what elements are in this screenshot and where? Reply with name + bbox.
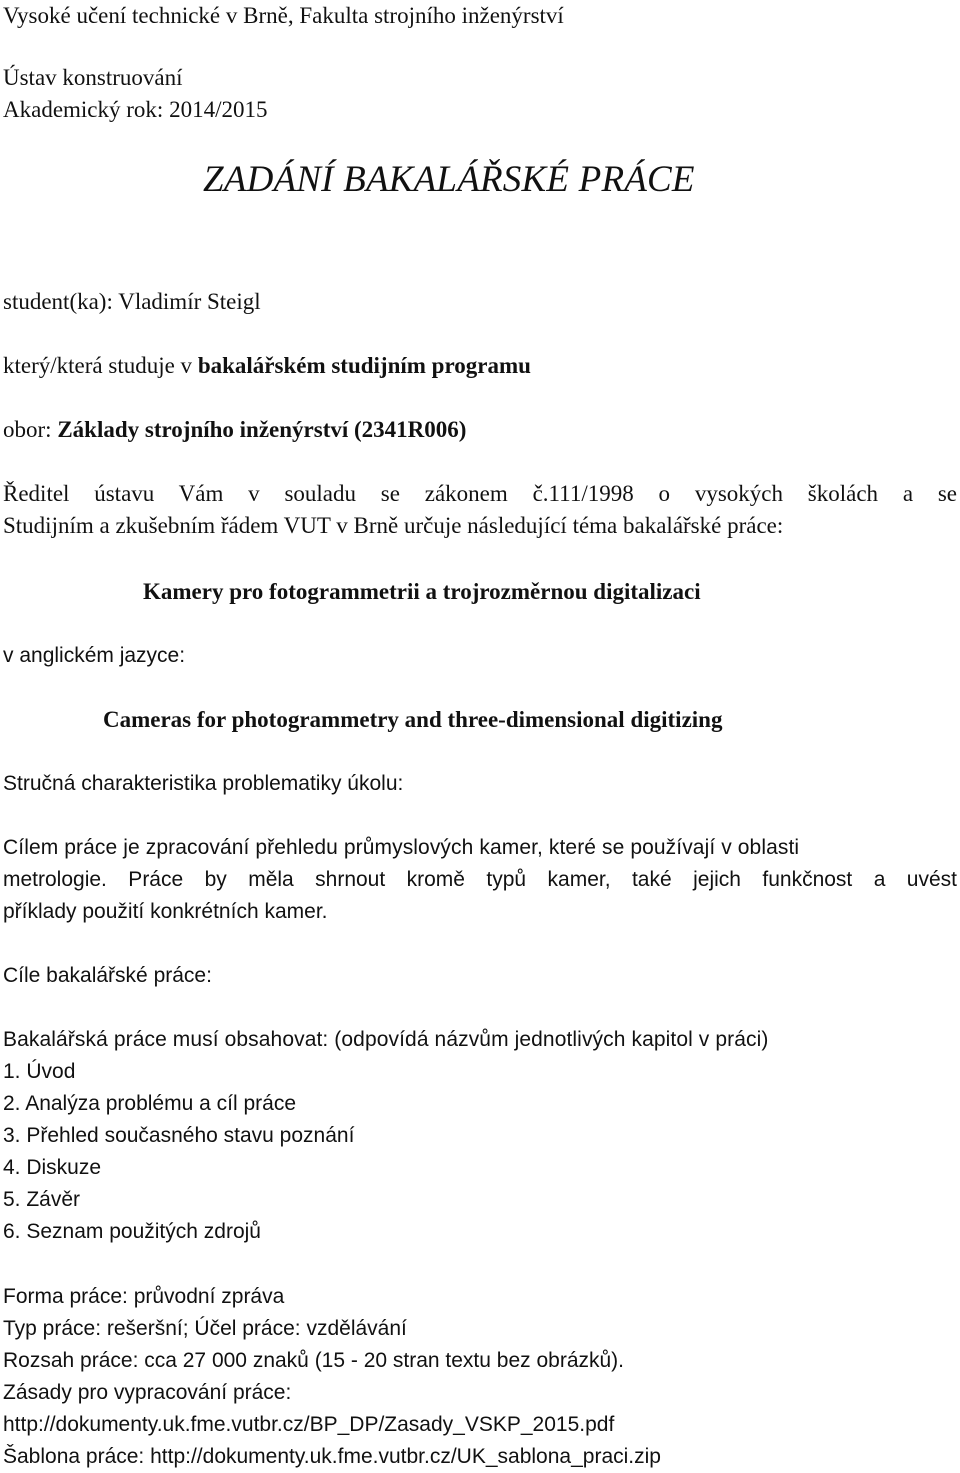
template-line: Šablona práce: http://dokumenty.uk.fme.vutbr.cz/UK_sablona_praci.zip: [3, 1445, 661, 1468]
student-label: student(ka):: [3, 289, 113, 314]
type-line: Typ práce: rešeršní; Účel práce: vzdělávání: [3, 1317, 407, 1340]
rules-url: http://dokumenty.uk.fme.vutbr.cz/BP_DP/Zasady_VSKP_2015.pdf: [3, 1413, 615, 1436]
director-statement-line-1: Ředitel ústavu Vám v souladu se zákonem č.111/1998 o vysokých školách a se: [3, 481, 957, 506]
form-line: Forma práce: průvodní zpráva: [3, 1285, 285, 1308]
program-prefix: který/která studuje v: [3, 353, 193, 378]
institution-line: Vysoké učení technické v Brně, Fakulta strojního inženýrství: [3, 3, 564, 28]
document-title: ZADÁNÍ BAKALÁŘSKÉ PRÁCE: [203, 159, 695, 200]
characteristics-line-2: metrologie. Práce by měla shrnout kromě typů kamer, také jejich funkčnost a uvést: [3, 868, 957, 891]
department-line: Ústav konstruování: [3, 65, 183, 90]
goals-intro: Bakalářská práce musí obsahovat: (odpovídá názvům jednotlivých kapitol v práci): [3, 1028, 769, 1051]
field-line: [3, 416, 466, 444]
field-value: Základy strojního inženýrství (2341R006): [57, 417, 467, 442]
characteristics-line-1: Cílem práce je zpracování přehledu průmyslových kamer, které se používají v oblasti: [3, 836, 800, 859]
director-statement-line-2: Studijním a zkušebním řádem VUT v Brně určuje následující téma bakalářské práce:: [3, 513, 784, 538]
characteristics-line-3: příklady použití konkrétních kamer.: [3, 900, 328, 923]
characteristics-heading: Stručná charakteristika problematiky úkolu:: [3, 772, 404, 795]
goals-item: 4. Diskuze: [3, 1156, 102, 1179]
scope-line: Rozsah práce: cca 27 000 znaků (15 - 20 stran textu bez obrázků).: [3, 1349, 625, 1372]
topic-en: Cameras for photogrammetry and three-dimensional digitizing: [103, 707, 723, 732]
goals-heading: Cíle bakalářské práce:: [3, 964, 212, 987]
field-prefix: obor:: [3, 417, 52, 442]
rules-label: Zásady pro vypracování práce:: [3, 1381, 292, 1404]
goals-item: 3. Přehled současného stavu poznání: [3, 1124, 355, 1147]
goals-item: 2. Analýza problému a cíl práce: [3, 1092, 296, 1115]
goals-item: 6. Seznam použitých zdrojů: [3, 1220, 261, 1243]
program-line: [3, 352, 531, 380]
student-line: [3, 288, 261, 316]
topic-cz: Kamery pro fotogrammetrii a trojrozměrnou digitalizaci: [143, 579, 701, 604]
program-value: bakalářském studijním programu: [197, 353, 531, 378]
goals-item: 1. Úvod: [3, 1060, 76, 1083]
academic-year-line: Akademický rok: 2014/2015: [3, 97, 268, 122]
english-label: v anglickém jazyce:: [3, 644, 186, 667]
student-name: Vladimír Steigl: [118, 289, 261, 314]
goals-item: 5. Závěr: [3, 1188, 81, 1211]
